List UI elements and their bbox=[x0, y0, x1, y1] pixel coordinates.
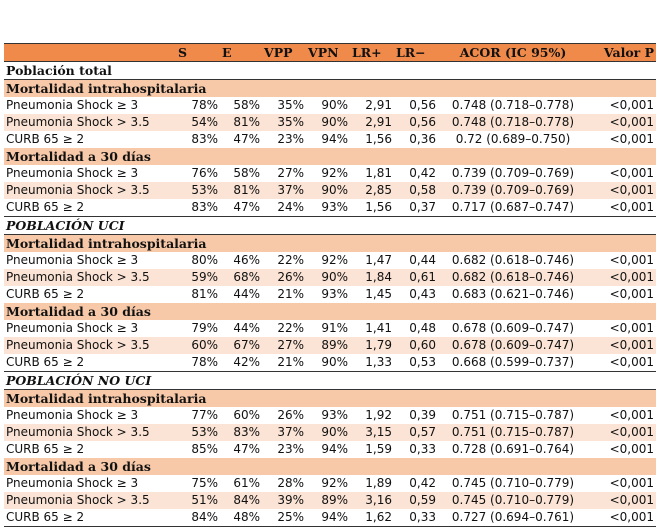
table-cell: 84% bbox=[176, 509, 220, 527]
table-row bbox=[4, 114, 656, 131]
row-label: CURB 65 ≥ 2 bbox=[4, 354, 176, 372]
table-cell: <0,001 bbox=[609, 321, 654, 335]
table-cell: 53% bbox=[176, 182, 220, 199]
table-cell: 0.739 (0.709–0.769) bbox=[451, 166, 575, 180]
table-cell: 35% bbox=[277, 98, 304, 112]
table-cell: 0.751 (0.715–0.787) bbox=[438, 424, 588, 441]
table-row bbox=[4, 509, 656, 527]
table-cell: 0,37 bbox=[394, 199, 438, 217]
table-cell: 77% bbox=[191, 408, 218, 422]
table-cell: 0,60 bbox=[394, 337, 438, 354]
table-cell: <0,001 bbox=[588, 424, 656, 441]
row-label: Pneumonia Shock ≥ 3 bbox=[6, 98, 139, 112]
section-row bbox=[4, 303, 656, 320]
table-cell: 90% bbox=[306, 114, 350, 131]
table-row bbox=[4, 441, 656, 458]
header-cell bbox=[4, 44, 176, 62]
table-cell: <0,001 bbox=[588, 269, 656, 286]
table-cell: 58% bbox=[233, 166, 260, 180]
table-cell: <0,001 bbox=[609, 408, 654, 422]
table-cell: 92% bbox=[321, 476, 348, 490]
table-cell: 1,84 bbox=[350, 269, 394, 286]
table-cell: 83% bbox=[191, 132, 218, 146]
table-cell: 42% bbox=[220, 354, 262, 372]
table-cell: 84% bbox=[220, 492, 262, 509]
table-cell: 54% bbox=[176, 114, 220, 131]
row-label: Pneumonia Shock > 3.5 bbox=[4, 114, 176, 131]
table-cell: 0,36 bbox=[409, 132, 436, 146]
table-cell: 27% bbox=[277, 166, 304, 180]
row-label: Pneumonia Shock > 3.5 bbox=[4, 492, 176, 509]
table-cell: <0,001 bbox=[588, 509, 656, 527]
table-cell: 1,33 bbox=[350, 354, 394, 372]
table-cell: 1,81 bbox=[365, 166, 392, 180]
population-row bbox=[4, 217, 656, 235]
table-cell: 21% bbox=[277, 287, 304, 301]
table-cell: 0.668 (0.599–0.737) bbox=[438, 354, 588, 372]
table-row bbox=[4, 475, 656, 492]
table-cell: 47% bbox=[220, 199, 262, 217]
table-cell: 0.748 (0.718–0.778) bbox=[438, 114, 588, 131]
table-cell: 44% bbox=[233, 321, 260, 335]
table-cell: 0,58 bbox=[394, 182, 438, 199]
table-row bbox=[4, 131, 656, 148]
table-cell: 81% bbox=[220, 114, 262, 131]
table-row bbox=[4, 269, 656, 286]
table-cell: 0,56 bbox=[409, 98, 436, 112]
table-cell: 94% bbox=[321, 132, 348, 146]
table-cell: 0.727 (0.694–0.761) bbox=[438, 509, 588, 527]
table-cell: 24% bbox=[262, 199, 306, 217]
table-cell: 1,89 bbox=[365, 476, 392, 490]
table-cell: 1,45 bbox=[365, 287, 392, 301]
table-cell: 79% bbox=[191, 321, 218, 335]
table-cell: 0,56 bbox=[394, 114, 438, 131]
table-cell: 0.751 (0.715–0.787) bbox=[451, 408, 575, 422]
population-title: Población total bbox=[4, 62, 656, 80]
table-cell: <0,001 bbox=[609, 132, 654, 146]
table-cell: 1,41 bbox=[365, 321, 392, 335]
section-title: Mortalidad a 30 días bbox=[4, 303, 656, 320]
table-cell: 37% bbox=[262, 182, 306, 199]
table-cell: 0,33 bbox=[409, 442, 436, 456]
row-label: Pneumonia Shock ≥ 3 bbox=[6, 166, 139, 180]
table-cell: <0,001 bbox=[588, 354, 656, 372]
row-label: Pneumonia Shock ≥ 3 bbox=[6, 408, 139, 422]
table-cell: 0,42 bbox=[409, 476, 436, 490]
section-title: Mortalidad a 30 días bbox=[4, 458, 656, 475]
table-cell: 28% bbox=[277, 476, 304, 490]
header-cell-vpn: VPN bbox=[306, 44, 350, 62]
population-row bbox=[4, 62, 656, 80]
section-title: Mortalidad intrahospitalaria bbox=[4, 235, 656, 253]
table-cell: 0.748 (0.718–0.778) bbox=[451, 98, 575, 112]
section-title: Mortalidad intrahospitalaria bbox=[4, 80, 656, 98]
table-cell: 90% bbox=[306, 424, 350, 441]
table-row bbox=[4, 337, 656, 354]
table-cell: 78% bbox=[191, 98, 218, 112]
table-cell: 58% bbox=[233, 98, 260, 112]
table-cell: 0,43 bbox=[409, 287, 436, 301]
table-cell: 93% bbox=[306, 199, 350, 217]
table-cell: 2,91 bbox=[365, 98, 392, 112]
table-cell: 89% bbox=[306, 492, 350, 509]
table-cell: 0,44 bbox=[409, 253, 436, 267]
header-cell-s: S bbox=[176, 44, 220, 62]
table-cell: 22% bbox=[277, 321, 304, 335]
table-cell: 80% bbox=[191, 253, 218, 267]
table-row bbox=[4, 182, 656, 199]
table-cell: 90% bbox=[306, 182, 350, 199]
table-cell: 61% bbox=[233, 476, 260, 490]
results-table bbox=[4, 43, 656, 527]
table-cell: 93% bbox=[321, 287, 348, 301]
table-cell: 44% bbox=[233, 287, 260, 301]
table-cell: 92% bbox=[321, 166, 348, 180]
table-cell: 0,61 bbox=[394, 269, 438, 286]
table-cell: 1,56 bbox=[350, 199, 394, 217]
table-cell: 75% bbox=[191, 476, 218, 490]
table-cell: 0,48 bbox=[409, 321, 436, 335]
table-row bbox=[4, 97, 656, 114]
row-label: Pneumonia Shock ≥ 3 bbox=[6, 253, 139, 267]
table-cell: 0.682 (0.618–0.746) bbox=[451, 253, 575, 267]
table-cell: 23% bbox=[277, 132, 304, 146]
table-cell: <0,001 bbox=[588, 337, 656, 354]
table-cell: <0,001 bbox=[609, 442, 654, 456]
table-cell: 46% bbox=[233, 253, 260, 267]
header-cell-p-value: Valor P bbox=[588, 44, 656, 62]
table-cell: 47% bbox=[233, 442, 260, 456]
table-cell: 1,62 bbox=[350, 509, 394, 527]
table-cell: 0.739 (0.709–0.769) bbox=[438, 182, 588, 199]
table-cell: 3,15 bbox=[350, 424, 394, 441]
row-label: Pneumonia Shock > 3.5 bbox=[4, 182, 176, 199]
table-cell: 83% bbox=[176, 199, 220, 217]
population-row bbox=[4, 372, 656, 390]
table-row bbox=[4, 252, 656, 269]
header-cell-lr-pos: LR+ bbox=[350, 44, 394, 62]
table-cell: 23% bbox=[277, 442, 304, 456]
section-title: Mortalidad intrahospitalaria bbox=[4, 390, 656, 408]
table-cell: 81% bbox=[220, 182, 262, 199]
table-row bbox=[4, 354, 656, 372]
header-cell-acor: ACOR (IC 95%) bbox=[438, 44, 588, 62]
table-cell: 76% bbox=[191, 166, 218, 180]
row-label: Pneumonia Shock ≥ 3 bbox=[6, 476, 139, 490]
row-label: CURB 65 ≥ 2 bbox=[4, 509, 176, 527]
table-cell: 51% bbox=[176, 492, 220, 509]
table-row bbox=[4, 492, 656, 509]
table-cell: 21% bbox=[262, 354, 306, 372]
table-cell: 37% bbox=[262, 424, 306, 441]
header-cell-vpp: VPP bbox=[262, 44, 306, 62]
table-cell: 0.745 (0.710–0.779) bbox=[451, 476, 575, 490]
table-cell: 92% bbox=[321, 253, 348, 267]
table-cell: 0.717 (0.687–0.747) bbox=[438, 199, 588, 217]
section-row bbox=[4, 235, 656, 253]
table-cell: 89% bbox=[306, 337, 350, 354]
table-row bbox=[4, 407, 656, 424]
table-cell: 0.678 (0.609–0.747) bbox=[438, 337, 588, 354]
table-cell: <0,001 bbox=[609, 253, 654, 267]
table-cell: 68% bbox=[220, 269, 262, 286]
section-row bbox=[4, 80, 656, 98]
row-label: CURB 65 ≥ 2 bbox=[6, 132, 85, 146]
table-cell: 85% bbox=[191, 442, 218, 456]
table-cell: 1,59 bbox=[365, 442, 392, 456]
table-cell: <0,001 bbox=[588, 114, 656, 131]
row-label: Pneumonia Shock ≥ 3 bbox=[6, 321, 139, 335]
header-cell-lr-neg: LR− bbox=[394, 44, 438, 62]
table-cell: 27% bbox=[262, 337, 306, 354]
table-header-row bbox=[4, 44, 656, 62]
table-cell: <0,001 bbox=[588, 492, 656, 509]
table-cell: 0.678 (0.609–0.747) bbox=[451, 321, 575, 335]
table-cell: <0,001 bbox=[609, 476, 654, 490]
table-cell: 93% bbox=[321, 408, 348, 422]
table-cell: 1,79 bbox=[350, 337, 394, 354]
table-cell: 1,92 bbox=[365, 408, 392, 422]
row-label: Pneumonia Shock > 3.5 bbox=[4, 424, 176, 441]
table-cell: 25% bbox=[262, 509, 306, 527]
table-body bbox=[4, 62, 656, 527]
table-cell: 47% bbox=[233, 132, 260, 146]
table-cell: <0,001 bbox=[609, 166, 654, 180]
table-cell: 0,53 bbox=[394, 354, 438, 372]
table-cell: 91% bbox=[321, 321, 348, 335]
table-cell: 0,42 bbox=[409, 166, 436, 180]
table-cell: 35% bbox=[262, 114, 306, 131]
table-cell: 2,91 bbox=[350, 114, 394, 131]
table-cell: 0.72 (0.689–0.750) bbox=[455, 132, 571, 146]
table-row bbox=[4, 165, 656, 182]
table-row bbox=[4, 424, 656, 441]
table-cell: 90% bbox=[306, 354, 350, 372]
table-row bbox=[4, 320, 656, 337]
row-label: Pneumonia Shock > 3.5 bbox=[4, 269, 176, 286]
table-cell: <0,001 bbox=[609, 98, 654, 112]
table-cell: 60% bbox=[233, 408, 260, 422]
table-cell: 0,59 bbox=[394, 492, 438, 509]
population-title: POBLACIÓN NO UCI bbox=[4, 372, 656, 390]
table-cell: 90% bbox=[321, 98, 348, 112]
table-cell: 0,39 bbox=[409, 408, 436, 422]
table-row bbox=[4, 286, 656, 303]
table-cell: 83% bbox=[220, 424, 262, 441]
row-label: Pneumonia Shock > 3.5 bbox=[4, 337, 176, 354]
table-cell: 3,16 bbox=[350, 492, 394, 509]
table-cell: 0.683 (0.621–0.746) bbox=[451, 287, 575, 301]
row-label: CURB 65 ≥ 2 bbox=[4, 199, 176, 217]
population-title: POBLACIÓN UCI bbox=[4, 217, 656, 235]
table-cell: 81% bbox=[191, 287, 218, 301]
table-cell: 39% bbox=[262, 492, 306, 509]
section-row bbox=[4, 390, 656, 408]
table-cell: 0.682 (0.618–0.746) bbox=[438, 269, 588, 286]
table-cell: 26% bbox=[277, 408, 304, 422]
table-cell: 60% bbox=[176, 337, 220, 354]
table-cell: 94% bbox=[306, 509, 350, 527]
table-cell: 48% bbox=[220, 509, 262, 527]
table-cell: 94% bbox=[321, 442, 348, 456]
table-cell: 2,85 bbox=[350, 182, 394, 199]
table-cell: 22% bbox=[277, 253, 304, 267]
table-row bbox=[4, 199, 656, 217]
table-cell: 0,57 bbox=[394, 424, 438, 441]
table-cell: 53% bbox=[176, 424, 220, 441]
table-cell: 0,33 bbox=[394, 509, 438, 527]
table-cell: 90% bbox=[306, 269, 350, 286]
table-cell: <0,001 bbox=[609, 287, 654, 301]
table-cell: <0,001 bbox=[588, 182, 656, 199]
row-label: CURB 65 ≥ 2 bbox=[6, 287, 85, 301]
section-title: Mortalidad a 30 días bbox=[4, 148, 656, 165]
table-cell: 1,56 bbox=[365, 132, 392, 146]
table-cell: 78% bbox=[176, 354, 220, 372]
section-row bbox=[4, 148, 656, 165]
table-cell: 59% bbox=[176, 269, 220, 286]
table-cell: 26% bbox=[262, 269, 306, 286]
table-cell: <0,001 bbox=[588, 199, 656, 217]
section-row bbox=[4, 458, 656, 475]
table-cell: 0.728 (0.691–0.764) bbox=[451, 442, 575, 456]
table-cell: 1,47 bbox=[365, 253, 392, 267]
table-cell: 67% bbox=[220, 337, 262, 354]
row-label: CURB 65 ≥ 2 bbox=[6, 442, 85, 456]
header-cell-e: E bbox=[220, 44, 262, 62]
table-cell: 0.745 (0.710–0.779) bbox=[438, 492, 588, 509]
